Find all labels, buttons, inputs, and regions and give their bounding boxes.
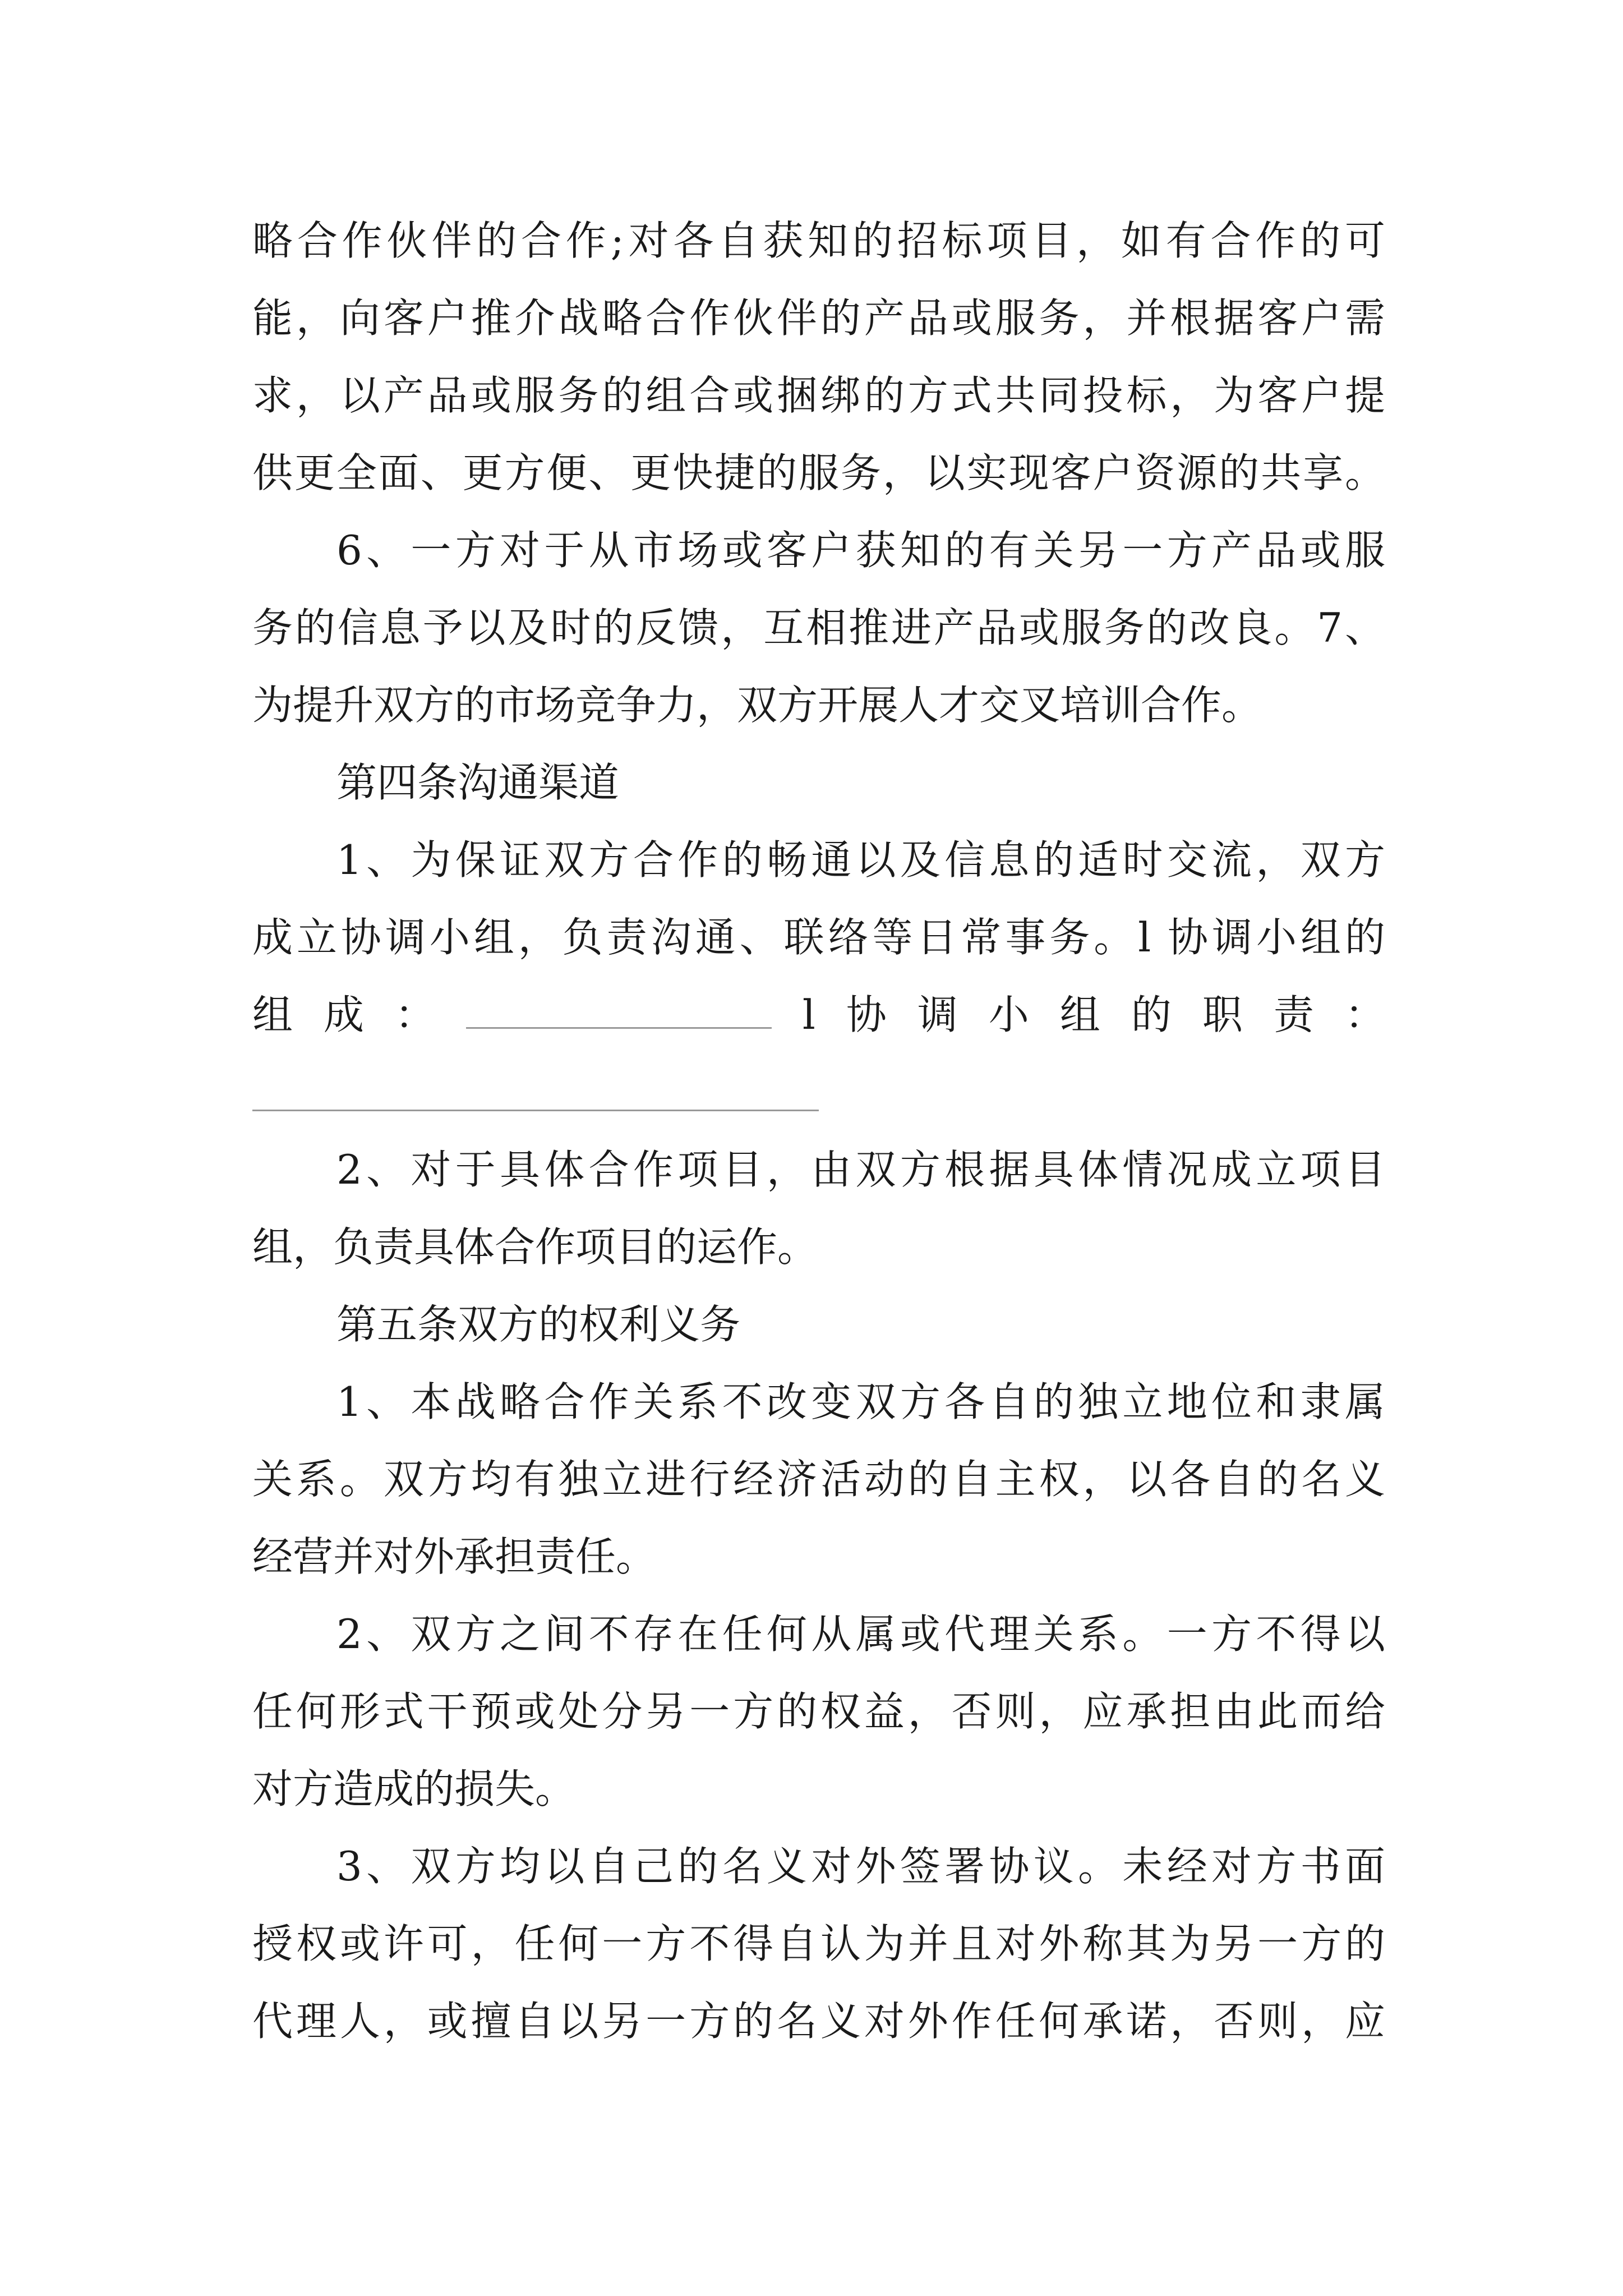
body-line: 2、对于具体合作项目，由双方根据具体情况成立项目 xyxy=(336,1146,1385,1193)
char: 小 xyxy=(988,991,1029,1038)
char: ： xyxy=(394,991,435,1038)
fill-in-blank xyxy=(252,1076,819,1111)
char: 调 xyxy=(917,991,958,1038)
body-line: 为提升双方的市场竞争力，双方开展人才交叉培训合作。 xyxy=(252,682,1262,729)
body-line: 授权或许可，任何一方不得自认为并且对外称其为另一方的 xyxy=(252,1920,1385,1967)
body-line: 对方造成的损失。 xyxy=(252,1765,576,1812)
char: 成 xyxy=(323,991,364,1038)
body-line: 1、为保证双方合作的畅通以及信息的适时交流，双方 xyxy=(336,836,1385,884)
char: 组 xyxy=(1059,991,1100,1038)
body-line: 供更全面、更方便、更快捷的服务，以实现客户资源的共享。 xyxy=(252,449,1385,496)
char: 组 xyxy=(252,991,293,1038)
body-line: 求，以产品或服务的组合或捆绑的方式共同投标，为客户提 xyxy=(252,372,1385,419)
body-line: 组，负责具体合作项目的运作。 xyxy=(252,1223,818,1271)
body-line: 代理人，或擅自以另一方的名义对外作任何承诺，否则，应 xyxy=(252,1998,1385,2045)
body-line: 任何形式干预或处分另一方的权益，否则，应承担由此而给 xyxy=(252,1688,1385,1735)
char: 协 xyxy=(846,991,887,1038)
section-heading-5: 第五条双方的权利义务 xyxy=(336,1301,741,1348)
body-line: 成立协调小组，负责沟通、联络等日常事务。l 协调小组的 xyxy=(252,914,1385,961)
body-line: 略合作伙伴的合作;对各自获知的招标项目，如有合作的可 xyxy=(252,217,1385,264)
char: ： xyxy=(1344,991,1385,1038)
char: 责 xyxy=(1273,991,1314,1038)
body-line: 2、双方之间不存在任何从属或代理关系。一方不得以 xyxy=(336,1611,1385,1658)
section-heading-4: 第四条沟通渠道 xyxy=(336,759,620,806)
body-line: 6、一方对于从市场或客户获知的有关另一方产品或服 xyxy=(336,527,1385,574)
document-page xyxy=(252,202,1385,2060)
char: l xyxy=(802,991,815,1038)
body-line: 经营并对外承担责任。 xyxy=(252,1533,657,1580)
fill-in-blank-row xyxy=(252,1053,1385,1131)
body-line: 3、双方均以自己的名义对外签署协议。未经对方书面 xyxy=(336,1843,1385,1890)
char: 的 xyxy=(1131,991,1172,1038)
fill-in-row xyxy=(252,976,1385,1053)
char: 职 xyxy=(1202,991,1243,1038)
body-line: 务的信息予以及时的反馈，互相推进产品或服务的改良。7、 xyxy=(252,604,1385,651)
fill-in-blank xyxy=(466,993,772,1029)
body-line: 关系。双方均有独立进行经济活动的自主权，以各自的名义 xyxy=(252,1456,1385,1503)
body-line: 能，向客户推介战略合作伙伴的产品或服务，并根据客户需 xyxy=(252,295,1385,342)
body-line: 1、本战略合作关系不改变双方各自的独立地位和隶属 xyxy=(336,1378,1385,1425)
